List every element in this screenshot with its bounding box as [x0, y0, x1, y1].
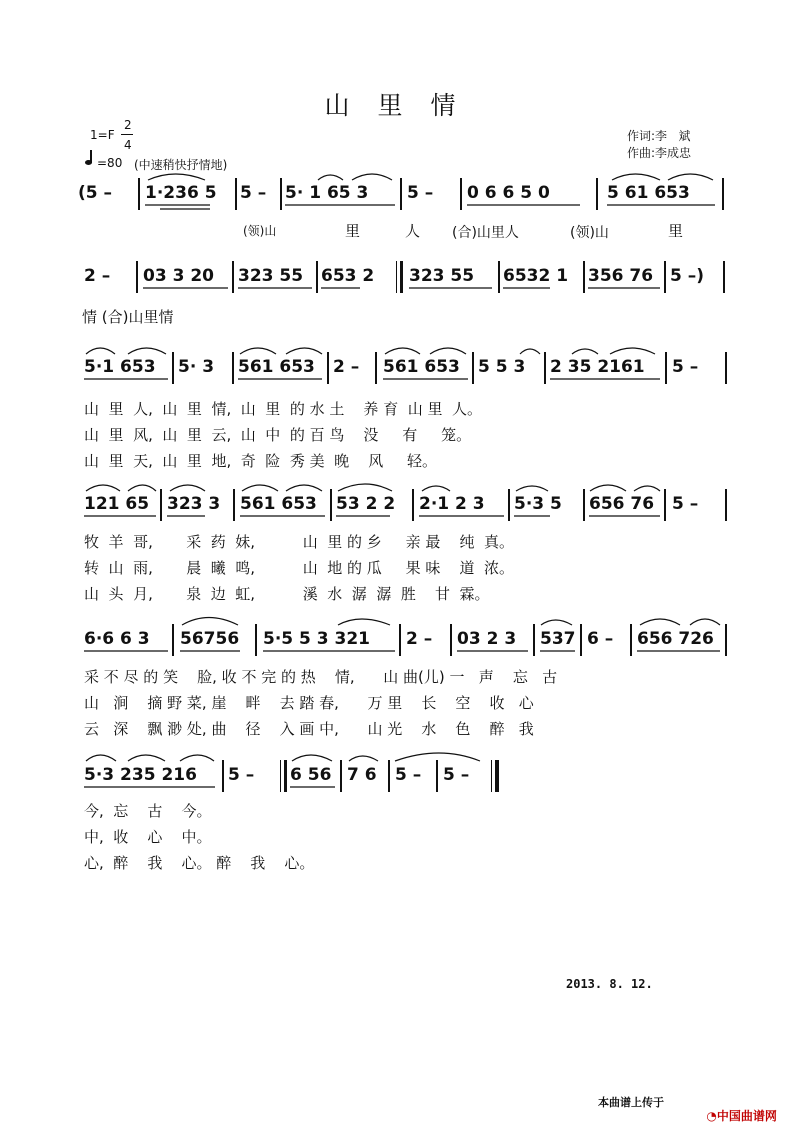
slur-mark [516, 486, 548, 491]
measure-note: 561 653 [240, 494, 317, 514]
slur-mark [86, 348, 115, 354]
measure-note: 5· 1 65 3 [285, 183, 369, 203]
song-title: 山 里 情 [324, 91, 466, 120]
time-signature-bottom: 4 [124, 138, 132, 152]
measure-note: 2 – [406, 629, 433, 649]
lyric-line: 情 (合)山里情 [82, 308, 174, 326]
measure-note: 356 76 [588, 266, 654, 286]
slur-mark [610, 348, 655, 354]
slur-mark [668, 174, 713, 180]
lyric-verse-3: 心, 醉 我 心。 醉 我 心。 [84, 854, 315, 872]
lyric-part: (领)山 [570, 225, 609, 241]
measure-note: 5· 3 [178, 357, 215, 377]
lyricist-credit: 作词:李 斌 [627, 129, 691, 143]
measure-note: 656 726 [637, 629, 714, 649]
measure-note: 2 – [333, 357, 360, 377]
lyric-verse-3: 山 头 月, 泉 边 虹, 溪 水 潺 潺 胜 甘 霖。 [84, 585, 490, 603]
measure-note: 56756 [180, 629, 240, 649]
measure-note: 323 55 [238, 266, 304, 286]
slur-mark [422, 486, 450, 491]
lyric-verse-3: 山 里 天, 山 里 地, 奇 险 秀 美 晚 风 轻。 [84, 452, 438, 470]
lyric-verse-1: 山 里 人, 山 里 情, 山 里 的 水 土 养 育 山 里 人。 [84, 400, 483, 418]
measure-note: 0 6 6 5 0 [467, 183, 550, 203]
slur-mark [634, 486, 660, 491]
measure-note: 6·6 6 3 [84, 629, 150, 649]
slur-mark [590, 485, 626, 491]
slur-mark [170, 485, 205, 491]
slur-mark [182, 618, 238, 626]
slur-mark [338, 619, 390, 625]
tempo-description: (中速稍快抒情地) [134, 158, 228, 172]
lyric-verse-2: 山 里 风, 山 里 云, 山 中 的 百 鸟 没 有 笼。 [84, 426, 472, 444]
lyric-part: (合)山里人 [452, 225, 519, 241]
slur-mark [349, 756, 378, 761]
tempo-value: =80 [97, 156, 123, 170]
lyric-verse-2: 中, 收 心 中。 [84, 828, 212, 846]
slur-mark [180, 755, 214, 761]
upload-notice: 本曲谱上传于 [598, 1096, 664, 1109]
lyric-verse-1: 采 不 尽 的 笑 脸, 收 不 完 的 热 情, 山 曲(儿) 一 声 忘 古 [84, 668, 558, 686]
slur-mark [430, 348, 466, 354]
slur-mark [86, 485, 120, 491]
slur-mark [292, 755, 332, 761]
measure-note: (5 – [78, 183, 113, 203]
measure-note: 6 – [587, 629, 614, 649]
measure-note: 7 6 [347, 765, 377, 785]
lyric-part: 人 [405, 222, 421, 240]
lyric-verse-3: 云 深 飘 渺 处, 曲 径 入 画 中, 山 光 水 色 醉 我 [84, 720, 534, 738]
measure-note: 323 3 [167, 494, 221, 514]
site-logo[interactable] [698, 1093, 777, 1124]
measure-note: 5 – [672, 494, 699, 514]
slur-mark [395, 753, 480, 761]
measure-note: 5 – [395, 765, 422, 785]
measure-note: 2·1 2 3 [419, 494, 485, 514]
slur-mark [640, 619, 680, 625]
lyric-part: 里 [345, 222, 361, 240]
measure-note: 2 35 2161 [550, 357, 645, 377]
measure-note: 653 2 [321, 266, 375, 286]
measure-note: 561 653 [383, 357, 460, 377]
composer-credit: 作曲:李成忠 [627, 146, 692, 160]
slur-mark [318, 175, 343, 180]
slur-mark [240, 348, 276, 354]
lyric-verse-1: 今, 忘 古 今。 [84, 802, 212, 820]
measure-note: 6532 1 [503, 266, 569, 286]
lyric-part: (领)山 [243, 224, 277, 238]
measure-note: 5·5 5 3 321 [263, 629, 371, 649]
slur-mark [148, 174, 205, 180]
lyric-verse-1: 牧 羊 哥, 采 药 妹, 山 里 的 乡 亲 最 纯 真。 [84, 533, 515, 551]
slur-mark [286, 348, 322, 354]
measure-note: 5 –) [670, 266, 705, 286]
measure-note: 53 2 2 [336, 494, 396, 514]
slur-mark [385, 348, 420, 354]
site-logo-text: 中国曲谱网 [716, 1109, 777, 1123]
measure-note: 6 56 [290, 765, 332, 785]
measure-note: 537 [540, 629, 576, 649]
measure-note: 5 – [443, 765, 470, 785]
measure-note: 121 65 [84, 494, 150, 514]
measure-note: 5 – [228, 765, 255, 785]
logo-swirl-icon: ◔ [706, 1109, 717, 1123]
slur-mark [541, 620, 572, 625]
measure-note: 5 – [672, 357, 699, 377]
measure-note: 5 61 653 [607, 183, 690, 203]
slur-mark [612, 174, 660, 180]
measure-note: 656 76 [589, 494, 655, 514]
measure-note: 5 5 3 [478, 357, 526, 377]
date-stamp: 2013. 8. 12. [566, 977, 653, 991]
measure-note: 5 – [240, 183, 267, 203]
measure-note: 323 55 [409, 266, 475, 286]
slur-mark [338, 484, 392, 491]
measure-note: 561 653 [238, 357, 315, 377]
lyric-verse-2: 山 涧 摘 野 菜, 崖 畔 去 踏 春, 万 里 长 空 收 心 [84, 694, 534, 712]
slur-mark [286, 485, 322, 491]
measure-note: 5·1 653 [84, 357, 156, 377]
slur-mark [86, 755, 116, 761]
measure-note: 03 2 3 [457, 629, 517, 649]
measure-note: 2 – [84, 266, 111, 286]
slur-mark [520, 349, 540, 354]
key-signature: 1=F [90, 128, 115, 142]
slur-mark [128, 348, 166, 354]
slur-mark [242, 485, 278, 491]
measure-note: 03 3 20 [143, 266, 214, 286]
slur-mark [128, 755, 165, 761]
measure-note: 5·3 5 [514, 494, 562, 514]
measure-note: 5 – [407, 183, 434, 203]
slur-mark [352, 174, 392, 180]
measure-note: 5·3 235 216 [84, 765, 197, 785]
slur-mark [690, 619, 720, 625]
time-signature-top: 2 [124, 118, 132, 132]
measure-note: 1·236 5 [145, 183, 217, 203]
slur-mark [572, 349, 598, 354]
lyric-verse-2: 转 山 雨, 晨 曦 鸣, 山 地 的 瓜 果 味 道 浓。 [84, 559, 515, 577]
lyric-part: 里 [668, 222, 684, 240]
slur-mark [128, 485, 156, 491]
